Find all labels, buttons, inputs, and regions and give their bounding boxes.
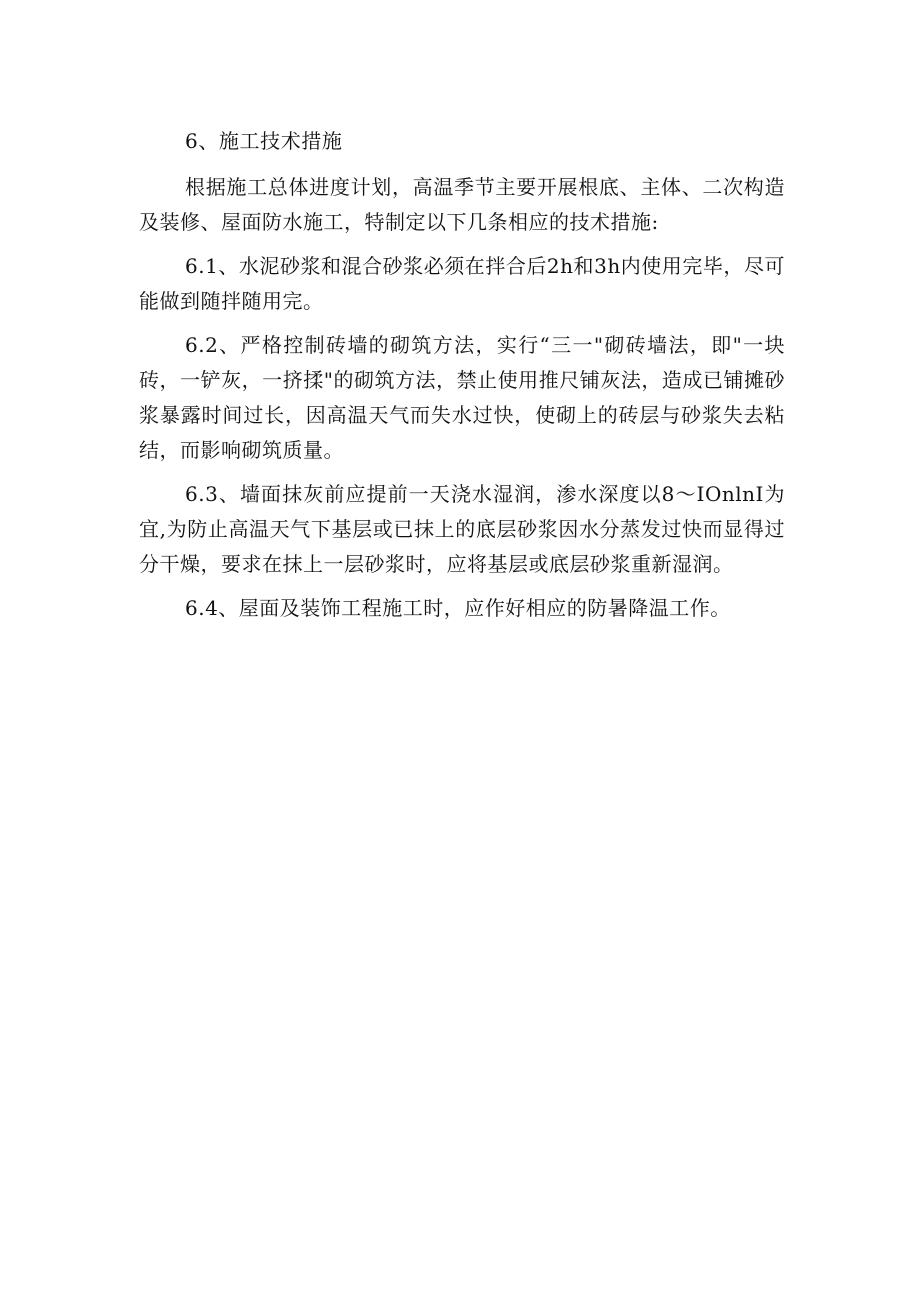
section-heading: 6、施工技术措施 — [185, 129, 343, 153]
paragraph-6-3: 6.3、墙面抹灰前应提前一天浇水湿润，渗水深度以8～IOnlnI为宜,为防止高温天气下基层或已抹上的底层砂浆因水分蒸发过快而显得过分干燥，要求在抹上一层砂浆时，应将基层或底层砂浆重新湿润。 — [139, 482, 785, 576]
paragraph-6-4: 6.4、屋面及装饰工程施工时，应作好相应的防暑降温工作。 — [185, 596, 731, 620]
paragraph-intro: 根据施工总体进度计划，高温季节主要开展根底、主体、二次构造及装修、屋面防水施工，特制定以下几条相应的技术措施: — [139, 175, 785, 234]
paragraph-6-2: 6.2、严格控制砖墙的砌筑方法，实行“三一"砌砖墙法，即"一块砖，一铲灰，一挤揉"的砌筑方法，禁止使用推尺铺灰法，造成已铺摊砂浆暴露时间过长，因高温天气而失水过快，使砌上的砖层与砂浆失去粘结，而影响砌筑质量。 — [139, 333, 785, 462]
document-body — [139, 124, 785, 635]
paragraph-6-1: 6.1、水泥砂浆和混合砂浆必须在拌合后2h和3h内使用完毕，尽可能做到随拌随用完。 — [139, 254, 785, 313]
